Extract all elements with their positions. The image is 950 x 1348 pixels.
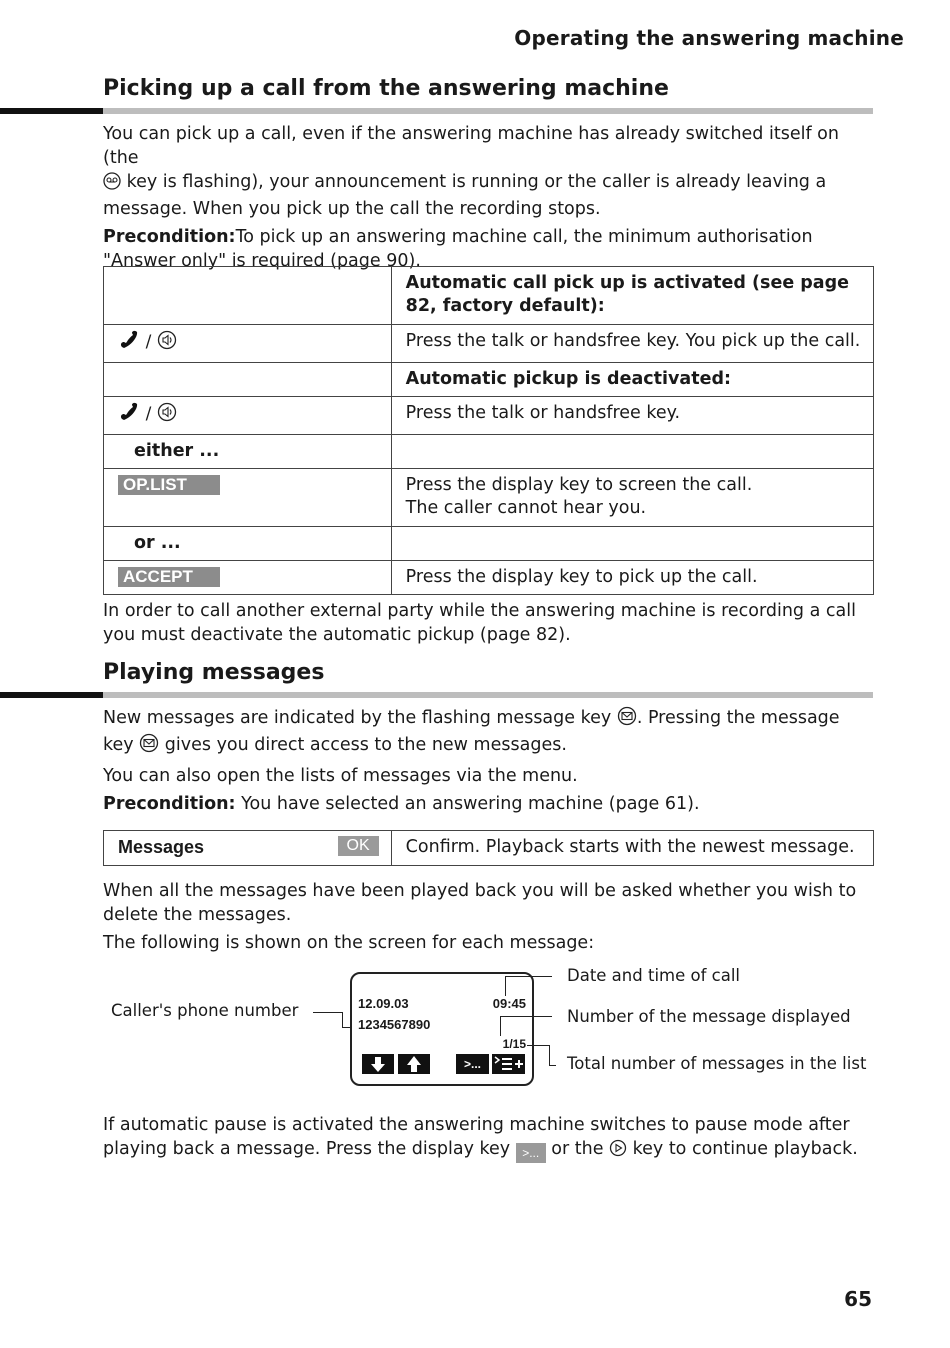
handsfree-key-icon bbox=[157, 402, 177, 429]
callout-line-datetime-v bbox=[505, 976, 506, 996]
accept-display-key[interactable]: ACCEPT bbox=[118, 567, 220, 587]
pickup-table: Automatic call pick up is activated (see page 82, factory default): / Press the talk or handsfree key. You pick up the call. Automatic pickup is deactivated: / Press the talk or handsfree key. either ... OP.LIST Press the display key to screen the call. The caller cannot hear you. or ... ACCEPT Press the display key to pick up the call. bbox=[103, 266, 874, 595]
p1-text-d: gives you direct access to the new messages. bbox=[164, 735, 567, 755]
callout-line-total bbox=[527, 1045, 549, 1046]
display-message-count: 1/15 bbox=[502, 1037, 526, 1051]
menu-list-icon bbox=[492, 1054, 525, 1074]
callout-caller-number: Caller's phone number bbox=[111, 1001, 299, 1020]
answering-machine-key-icon bbox=[103, 172, 121, 197]
auto-pause-text bbox=[103, 1113, 878, 1164]
callout-line-total-v bbox=[549, 1045, 550, 1065]
handset-display bbox=[350, 972, 534, 1086]
precondition-text: You have selected an answering machine (page 61). bbox=[235, 794, 700, 814]
down-arrow-softkey[interactable] bbox=[362, 1054, 394, 1074]
p2-text: You can also open the lists of messages via the menu. bbox=[103, 766, 578, 786]
playing-after bbox=[103, 879, 878, 959]
messages-confirm-text: Confirm. Playback starts with the newest message. bbox=[391, 831, 873, 866]
precondition-text: To pick up an answering machine call, the minimum authorisation "Answer only" is required (page 90). bbox=[103, 227, 813, 271]
p5-text-b: or the bbox=[551, 1139, 604, 1159]
display-time: 09:45 bbox=[492, 996, 526, 1011]
p3-text: When all the messages have been played back you will be asked whether you wish to delete the messages. bbox=[103, 881, 857, 925]
intro-text-a: You can pick up a call, even if the answering machine has already switched itself on (the bbox=[103, 124, 839, 168]
message-key-icon bbox=[139, 733, 159, 760]
arrow-down-icon bbox=[362, 1054, 394, 1074]
callout-total-messages: Total number of messages in the list bbox=[567, 1054, 867, 1073]
callout-line-msgnum bbox=[500, 1016, 552, 1017]
messages-table bbox=[103, 830, 874, 866]
continue-display-key[interactable]: >... bbox=[516, 1143, 546, 1163]
up-arrow-softkey[interactable] bbox=[398, 1054, 430, 1074]
precondition-label: Precondition: bbox=[103, 227, 236, 247]
playing-intro bbox=[103, 706, 878, 820]
section-rule-gray bbox=[103, 108, 873, 114]
display-date: 12.09.03 bbox=[358, 996, 409, 1011]
section-title-pickup: Picking up a call from the answering machine bbox=[103, 76, 669, 101]
oplist-text-1: Press the display key to screen the call. bbox=[405, 475, 753, 495]
p4-text: The following is shown on the screen for each message: bbox=[103, 933, 595, 953]
callout-line-caller-h bbox=[342, 1027, 352, 1028]
pickup-intro bbox=[103, 122, 878, 277]
talk-key-icon bbox=[118, 330, 140, 357]
callout-line-datetime bbox=[505, 976, 552, 977]
p1-text-c: key bbox=[103, 735, 134, 755]
callout-line-total-h bbox=[549, 1065, 556, 1066]
callout-date-time: Date and time of call bbox=[567, 966, 740, 985]
oplist-text-2: The caller cannot hear you. bbox=[405, 498, 647, 518]
handsfree-key-icon bbox=[157, 330, 177, 357]
ok-display-key[interactable]: OK bbox=[338, 836, 379, 856]
callout-message-number: Number of the message displayed bbox=[567, 1007, 851, 1026]
continue-softkey[interactable]: >... bbox=[456, 1054, 489, 1074]
p1-text-b: . Pressing the message bbox=[636, 708, 840, 728]
section-rule-black bbox=[0, 108, 103, 114]
menu-softkey[interactable] bbox=[492, 1054, 525, 1074]
table-cell-empty bbox=[104, 267, 392, 325]
p1-text-a: New messages are indicated by the flashing message key bbox=[103, 708, 612, 728]
talk-key-icon bbox=[118, 402, 140, 429]
callout-line-caller-v bbox=[342, 1012, 343, 1027]
section-title-playing: Playing messages bbox=[103, 660, 325, 685]
p5-text-a: If automatic pause is activated the answering machine switches to pause mode after playing back a message. Press the display key bbox=[103, 1115, 850, 1159]
talk-handsfree-text: Press the talk or handsfree key. bbox=[391, 397, 873, 435]
talk-handsfree-pickup-text: Press the talk or handsfree key. You pick up the call. bbox=[391, 325, 873, 363]
running-head: Operating the answering machine bbox=[514, 26, 904, 50]
either-label: either ... bbox=[134, 441, 220, 461]
auto-pickup-deactivated-heading: Automatic pickup is deactivated: bbox=[405, 369, 731, 389]
messages-menu-item[interactable]: Messages bbox=[118, 837, 205, 857]
or-label: or ... bbox=[134, 533, 181, 553]
section-rule-gray bbox=[103, 692, 873, 698]
section-rule-black bbox=[0, 692, 103, 698]
play-key-icon bbox=[609, 1139, 627, 1164]
accept-text: Press the display key to pick up the call. bbox=[391, 561, 873, 595]
callout-line-msgnum-v bbox=[500, 1016, 501, 1036]
arrow-up-icon bbox=[398, 1054, 430, 1074]
oplist-display-key[interactable]: OP.LIST bbox=[118, 475, 220, 495]
display-phone-number: 1234567890 bbox=[358, 1017, 431, 1032]
message-key-icon bbox=[617, 706, 637, 733]
auto-pickup-activated-heading: Automatic call pick up is activated (see page 82, factory default): bbox=[405, 273, 850, 316]
precondition-label: Precondition: bbox=[103, 794, 236, 814]
callout-line-caller bbox=[313, 1012, 342, 1013]
pickup-after-text: In order to call another external party while the answering machine is recording a call you must deactivate the automatic pickup (page 82). bbox=[103, 601, 856, 645]
p5-text-c: key to continue playback. bbox=[632, 1139, 858, 1159]
page-number: 65 bbox=[844, 1287, 872, 1311]
intro-text-b: key is flashing), your announcement is running or the caller is already leaving a message. When you pick up the call the recording stops. bbox=[103, 172, 827, 219]
